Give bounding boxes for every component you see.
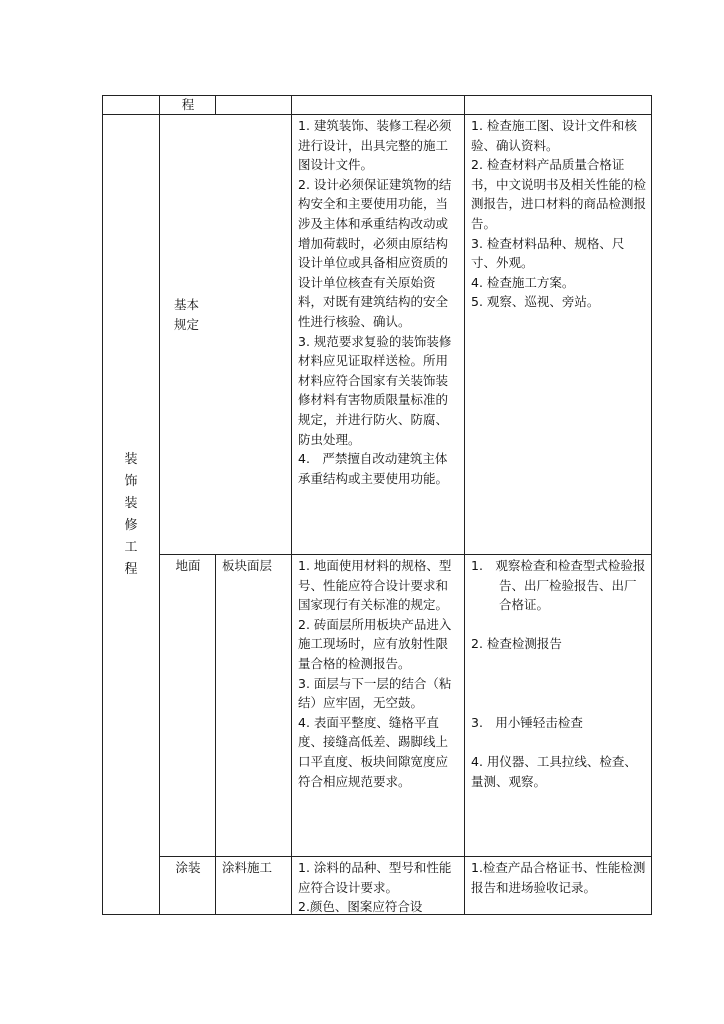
table-row xyxy=(103,115,652,555)
floor-sub-cell xyxy=(216,555,292,857)
header-cell-text: 程 xyxy=(181,97,195,112)
requirement-item: 1. 涂料的品种、型号和性能应符合设计要求。 xyxy=(298,860,452,895)
section-title-cell xyxy=(103,115,160,915)
section-title-char: 修 xyxy=(124,517,138,533)
table-cell xyxy=(465,96,652,115)
requirement-item: 4. 严禁擅自改动建筑主体承重结构或主要使用功能。 xyxy=(298,451,449,486)
section-title-char: 饰 xyxy=(124,473,138,489)
basic-requirements xyxy=(292,115,464,488)
method-item: 2. 检查材料产品质量合格证书，中文说明书及相关性能的检测报告，进口材料的商品检测报告。 xyxy=(471,157,647,231)
section-title xyxy=(103,449,159,581)
basic-methods-cell xyxy=(465,115,652,555)
method-item: 3. 用小锤轻击检查 xyxy=(471,714,583,730)
section-title-char: 装 xyxy=(124,451,138,467)
table-cell xyxy=(292,96,465,115)
requirement-item: 1. 地面使用材料的规格、型号、性能应符合设计要求和国家现行有关标准的规定。 xyxy=(298,558,452,613)
paint-label-cell xyxy=(160,857,216,915)
requirement-item: 2.颜色、图案应符合设 xyxy=(298,899,423,914)
paint-requirements-cell xyxy=(292,857,465,915)
requirement-item: 4. 表面平整度、缝格平直度、接缝高低差、踢脚线上口平直度、板块间隙宽度应符合相应规范要求。 xyxy=(298,714,449,789)
method-item: 1.检查产品合格证书、性能检测报告和进场验收记录。 xyxy=(471,860,646,895)
table-row xyxy=(103,857,652,915)
section-title-char: 装 xyxy=(124,495,138,511)
section-title-char: 程 xyxy=(124,561,138,577)
paint-label: 涂装 xyxy=(175,860,201,875)
floor-requirements xyxy=(292,555,464,791)
method-item: 5. 观察、巡视、旁站。 xyxy=(471,294,600,310)
floor-requirements-cell xyxy=(292,555,465,857)
basic-label-line: 规定 xyxy=(174,317,200,332)
requirement-item: 2. 砖面层所用板块产品进入施工现场时，应有放射性限量合格的检测报告。 xyxy=(298,616,452,671)
table-cell xyxy=(103,96,160,115)
basic-label-cell xyxy=(160,115,292,555)
method-item: 4. 检查施工方案。 xyxy=(471,274,575,290)
table-row xyxy=(103,96,652,115)
basic-label-line: 基本 xyxy=(174,297,200,313)
paint-requirements xyxy=(292,857,464,914)
section-title-char: 工 xyxy=(124,539,138,555)
floor-methods-cell xyxy=(465,555,652,857)
table-row xyxy=(103,555,652,857)
requirement-item: 2. 设计必须保证建筑物的结构安全和主要使用功能，当涉及主体和承重结构改动或增加荷载时，必须由原结构设计单位或具备相应资质的设计单位核查有关原始资料，对既有建筑结构的安全性进行核验、确认。 xyxy=(298,176,452,329)
floor-label-cell xyxy=(160,555,216,857)
table-cell xyxy=(216,96,292,115)
method-item: 4. 用仪器、工具拉线、检查、量测、观察。 xyxy=(471,753,637,789)
basic-methods xyxy=(465,115,651,312)
floor-methods xyxy=(465,555,651,791)
method-item: 2. 检查检测报告 xyxy=(471,636,562,652)
table-cell xyxy=(160,96,216,115)
requirement-item: 3. 面层与下一层的结合（粘结）应牢固，无空鼓。 xyxy=(298,675,452,711)
method-item: 1. 观察检查和检查型式检验报告、出厂检验报告、出厂合格证。 xyxy=(471,558,646,613)
inspection-table xyxy=(102,95,652,915)
requirement-item: 3. 规范要求复验的装饰装修材料应见证取样送检。所用材料应符合国家有关装饰装修材料有害物质限量标准的规定，并进行防火、防腐、防虫处理。 xyxy=(298,333,452,447)
paint-sub-label: 涂料施工 xyxy=(222,860,273,875)
paint-methods xyxy=(465,857,651,914)
basic-label xyxy=(160,294,291,334)
method-item: 1. 检查施工图、设计文件和核验、确认资料。 xyxy=(471,118,637,153)
floor-label: 地面 xyxy=(175,558,201,573)
basic-requirements-cell xyxy=(292,115,465,555)
paint-methods-cell xyxy=(465,857,652,915)
requirement-item: 1. 建筑装饰、装修工程必须进行设计，出具完整的施工图设计文件。 xyxy=(298,118,452,173)
method-item: 3. 检查材料品种、规格、尺寸、外观。 xyxy=(471,235,625,271)
floor-sub-label: 板块面层 xyxy=(222,558,273,573)
paint-sub-cell xyxy=(216,857,292,915)
